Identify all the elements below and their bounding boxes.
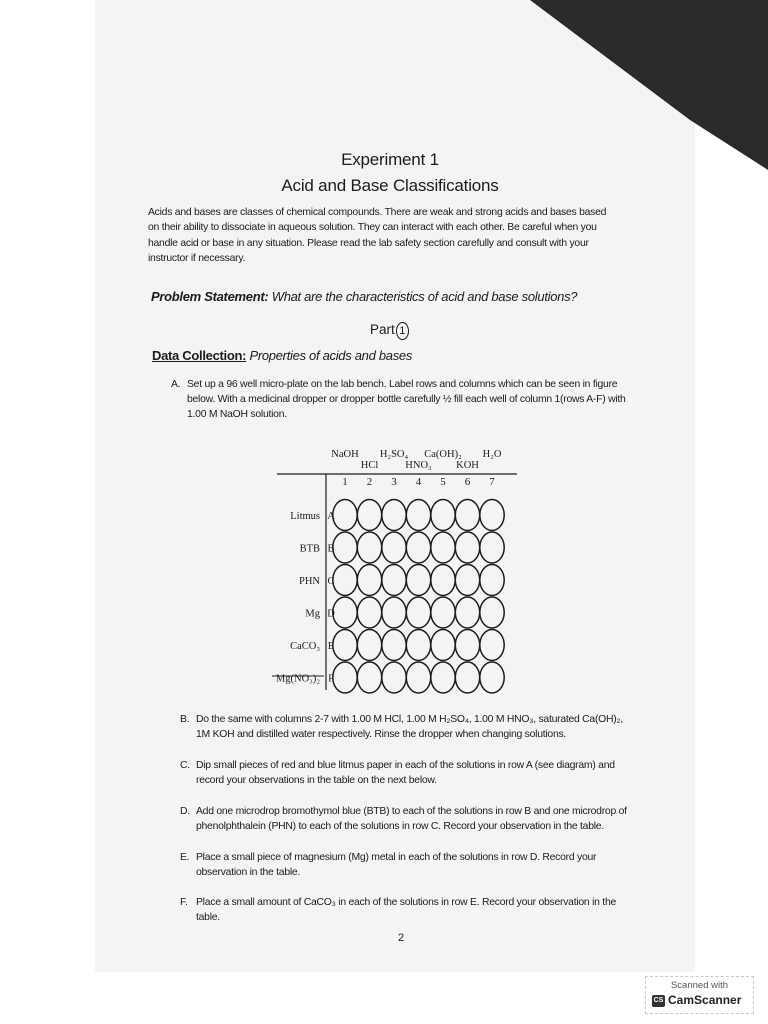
plate-well (406, 597, 430, 628)
step-letter: A. (171, 379, 181, 390)
part-number: 1 (396, 322, 409, 340)
plate-well (431, 565, 455, 596)
plate-well (382, 500, 406, 531)
plate-well (357, 532, 381, 563)
problem-text: What are the characteristics of acid and base solutions? (271, 289, 578, 304)
plate-well (333, 532, 357, 563)
plate-well (431, 500, 455, 531)
solution-label: NaOH (331, 449, 359, 460)
plate-well (480, 662, 504, 693)
plate-well (431, 630, 455, 661)
column-number: 3 (391, 476, 397, 488)
column-solution-labels (331, 449, 502, 460)
plate-well (455, 500, 479, 531)
plate-well (480, 630, 504, 661)
row-reagent-labels (276, 511, 321, 685)
step-e (180, 850, 626, 880)
step-text: Do the same with columns 2-7 with 1.00 M HCl, 1.00 M H₂SO₄, 1.00 M HNO₃, saturated Ca(OH)₂, 1M KOH and distilled water respectively. Rinse the dropper when changing solutions. (196, 714, 623, 740)
plate-well (455, 630, 479, 661)
column-number: 5 (440, 476, 446, 488)
scanned-with-text: Scanned with (670, 980, 729, 991)
plate-well (406, 500, 430, 531)
solution-label: KOH (456, 460, 479, 471)
plate-well (455, 662, 479, 693)
plate-well (455, 565, 479, 596)
row-reagent-label: Litmus (290, 511, 320, 522)
row-reagent-label: CaCO₃ (290, 641, 320, 652)
plate-well (333, 565, 357, 596)
solution-label: H₂SO₄ (379, 449, 409, 460)
plate-well (431, 597, 455, 628)
step-letter: B. (180, 714, 190, 725)
plate-well (333, 597, 357, 628)
row-letter: D (327, 608, 335, 620)
plate-well (406, 532, 430, 563)
plate-well (406, 565, 430, 596)
row-letter: C (327, 576, 335, 587)
row-reagent-label: PHN (298, 576, 320, 587)
plate-well (333, 630, 357, 661)
part-heading (370, 322, 409, 340)
row-letter: E (327, 641, 335, 652)
step-b (180, 712, 626, 742)
plate-well (357, 662, 381, 693)
document-title: Experiment 1 (341, 150, 439, 169)
row-letter: B (327, 543, 335, 555)
step-a (171, 377, 637, 422)
column-number: 1 (342, 476, 348, 488)
plate-well (431, 532, 455, 563)
column-solution-labels-lower (361, 460, 480, 471)
document-subtitle: Acid and Base Classifications (281, 176, 499, 195)
row-letters (327, 511, 335, 685)
plate-well (480, 565, 504, 596)
solution-label: H₂O (482, 449, 502, 460)
plate-well (382, 565, 406, 596)
step-text: Dip small pieces of red and blue litmus paper in each of the solutions in row A (see diagram) and record your observations in the table on the next below. (196, 760, 615, 786)
plate-well (357, 630, 381, 661)
column-numbers (342, 476, 495, 488)
step-d (180, 804, 646, 834)
page-number: 2 (398, 932, 405, 944)
plate-well (406, 662, 430, 693)
plate-well (382, 630, 406, 661)
step-letter: D. (180, 806, 190, 817)
plate-well (357, 500, 381, 531)
solution-label: Ca(OH)₂ (424, 449, 462, 460)
step-c (180, 758, 636, 788)
plate-well (382, 597, 406, 628)
plate-well (357, 565, 381, 596)
step-text: Place a small piece of magnesium (Mg) metal in each of the solutions in row D. Record your observation in the table. (196, 852, 597, 878)
problem-statement (151, 289, 621, 304)
step-f (180, 895, 626, 925)
data-collection-label: Data Collection: (152, 348, 247, 363)
row-reagent-label: BTB (299, 543, 320, 555)
step-text: Add one microdrop bromothymol blue (BTB) to each of the solutions in row B and one microdrop of phenolphthalein (PHN) to each of the solutions in row C. Record your observation in the table. (196, 806, 627, 832)
column-number: 2 (366, 476, 373, 488)
part-label: Part (370, 322, 395, 337)
plate-well (431, 662, 455, 693)
problem-label: Problem Statement: (151, 289, 269, 304)
solution-label: HNO₃ (405, 460, 432, 471)
plate-well (382, 662, 406, 693)
microplate-diagram (272, 440, 522, 700)
plate-well (357, 597, 381, 628)
plate-well (382, 532, 406, 563)
solution-label: HCl (360, 460, 379, 471)
data-collection-subtitle: Properties of acids and bases (249, 348, 413, 363)
row-letter: A (327, 511, 335, 522)
plate-well (333, 662, 357, 693)
step-text: Place a small amount of CaCO₃ in each of the solutions in row E. Record your observation in the table. (196, 897, 616, 923)
row-reagent-label: Mg (305, 608, 320, 620)
camscanner-brand: CamScanner (668, 993, 742, 1007)
plate-well (455, 597, 479, 628)
data-collection-heading (152, 348, 412, 363)
plate-well (333, 500, 357, 531)
plate-well (455, 532, 479, 563)
row-reagent-label: Mg(NO₃)₂ (275, 673, 320, 685)
step-letter: F. (180, 897, 188, 908)
plate-well (480, 500, 504, 531)
column-number: 7 (489, 476, 495, 488)
camscanner-logo-icon: CS (652, 995, 665, 1007)
step-text: Set up a 96 well micro-plate on the lab bench. Label rows and columns which can be seen in figure below. With a medicinal dropper or dropper bottle carefully ½ fill each well of column 1(rows A-F) with 1.00 M NaOH solution. (187, 379, 626, 420)
column-number: 4 (415, 476, 422, 488)
row-letter: F (328, 673, 334, 685)
plate-well (480, 532, 504, 563)
column-number: 6 (464, 476, 471, 488)
intro-paragraph: Acids and bases are classes of chemical compounds. There are weak and strong acids and bases based on their ability to dissociate in aqueous solution. They can interact with each other. Be careful when you handle acid or base in any situation. Please read the lab safety section carefully and consult with your instructor if necessary. (148, 207, 607, 265)
step-letter: C. (180, 760, 190, 771)
plate-well (480, 597, 504, 628)
camscanner-badge (645, 976, 754, 1014)
step-letter: E. (180, 852, 190, 863)
well-grid (333, 500, 504, 694)
plate-well (406, 630, 430, 661)
